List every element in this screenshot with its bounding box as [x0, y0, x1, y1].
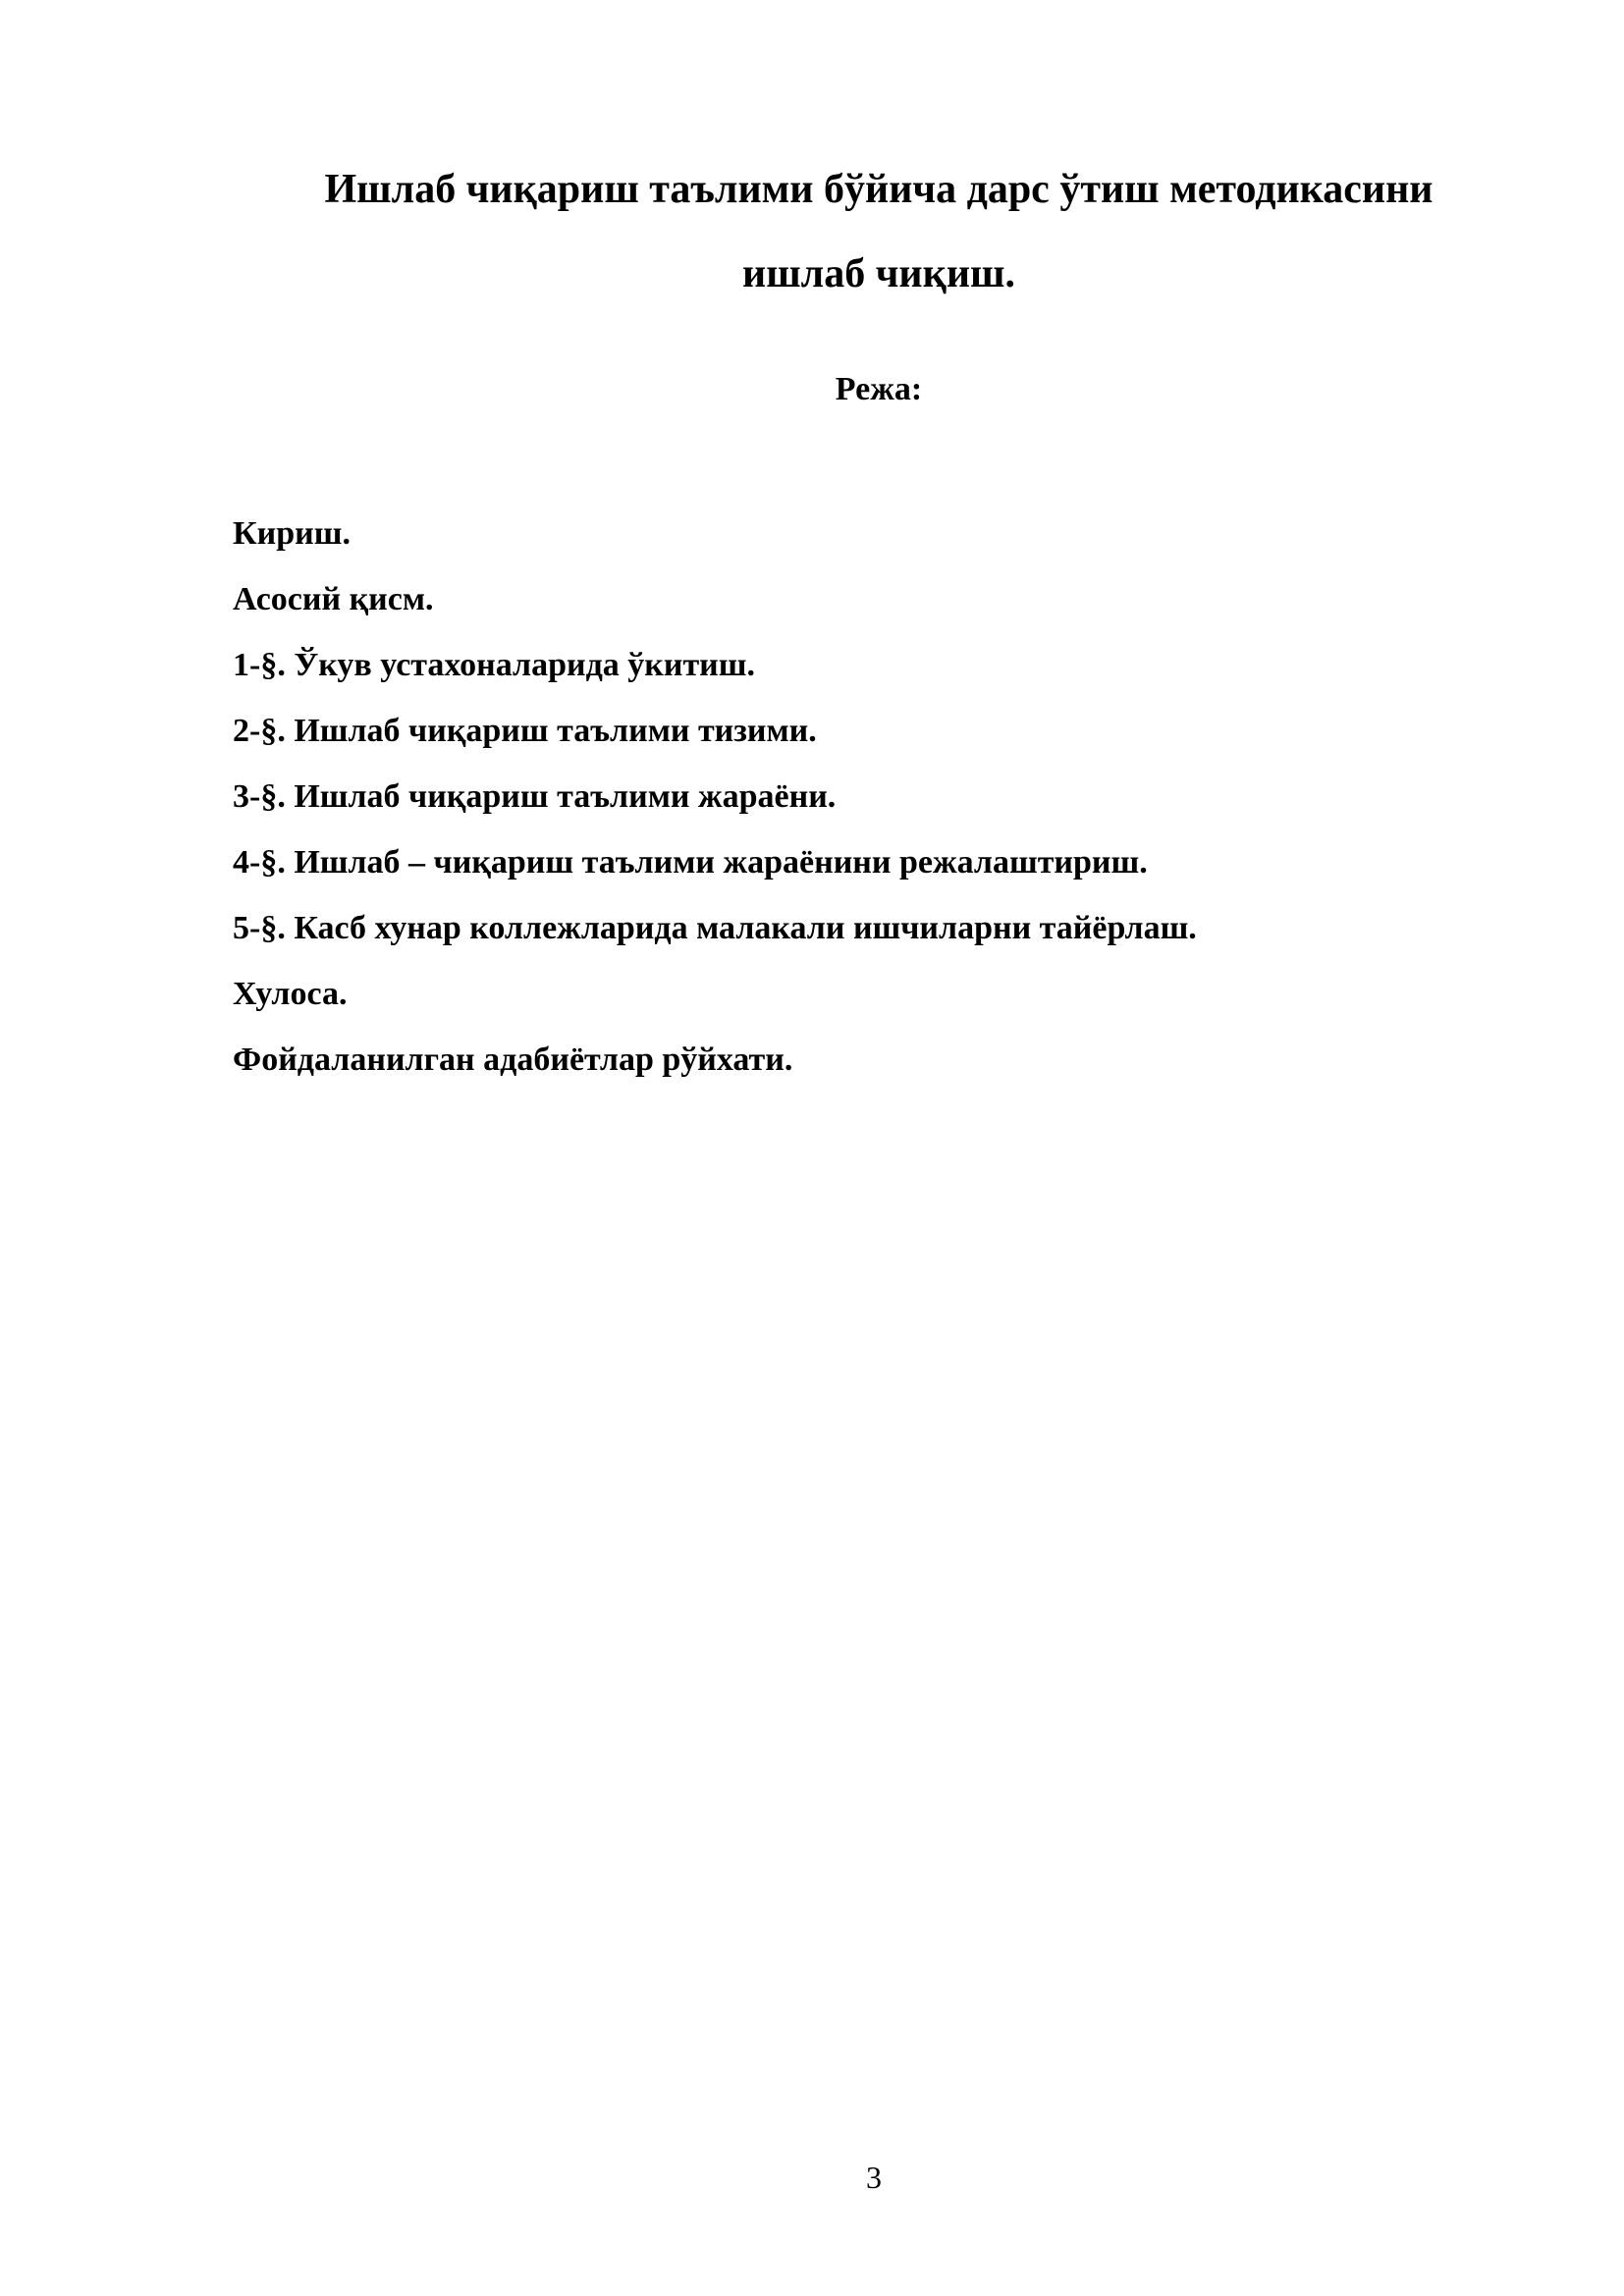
toc-item-introduction: Кириш. — [233, 515, 351, 552]
toc-item-section-3: 3-§. Ишлаб чиқариш таълими жараёни. — [233, 778, 837, 815]
title-line-2: ишлаб чиқиш. — [742, 251, 1015, 296]
title-line-1: Ишлаб чиқариш таълими бўйича дарс ўтиш методикасини — [324, 167, 1434, 212]
toc-item-conclusion: Хулоса. — [233, 976, 348, 1012]
toc-item-section-5: 5-§. Касб хунар коллежларида малакали ишчиларни тайёрлаш. — [233, 910, 1197, 946]
toc-item-main-part: Асосий қисм. — [233, 581, 434, 617]
page-number: 3 — [866, 2160, 882, 2195]
toc-item-section-1: 1-§. Ўкув устахоналарида ўкитиш. — [233, 647, 755, 683]
page-title — [245, 147, 1512, 316]
toc-item-references: Фойдаланилган адабиётлар рўйхати. — [233, 1041, 793, 1078]
table-of-contents — [233, 501, 1460, 1093]
toc-item-section-2: 2-§. Ишлаб чиқариш таълими тизими. — [233, 713, 817, 749]
toc-item-section-4: 4-§. Ишлаб – чиқариш таълими жараёнини режалаштириш. — [233, 844, 1148, 881]
plan-heading: Режа: — [835, 371, 923, 407]
